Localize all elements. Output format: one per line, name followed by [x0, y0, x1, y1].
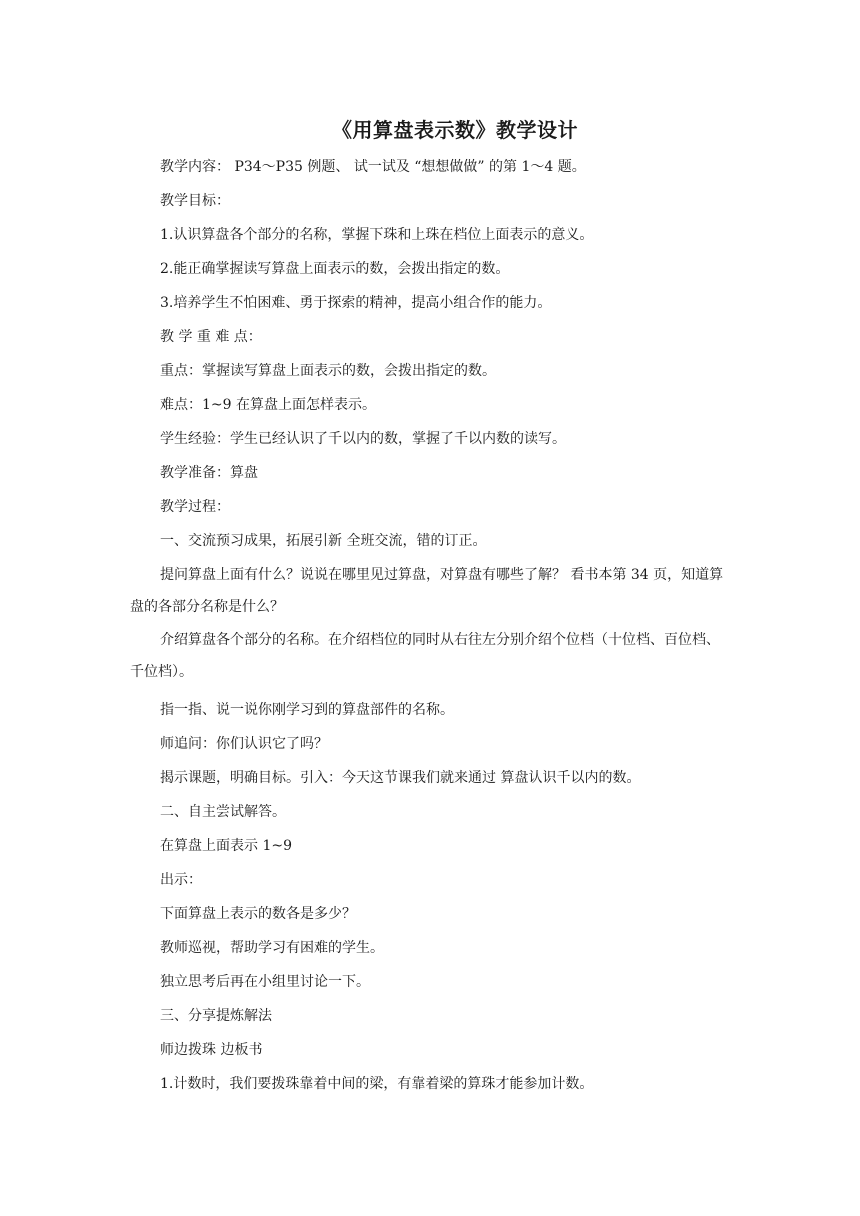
- teacher-patrol: 教师巡视，帮助学习有困难的学生。: [160, 940, 384, 956]
- teaching-content: 教学内容： P34～P35 例题、 试一试及 “想想做做” 的第 1～4 题。: [160, 159, 586, 175]
- teaching-preparation: 教学准备：算盘: [160, 465, 258, 481]
- reveal-topic: 揭示课题，明确目标。引入：今天这节课我们就来通过 算盘认识千以内的数。: [160, 770, 641, 786]
- section-1-heading: 一、交流预习成果，拓展引新 全班交流，错的订正。: [160, 533, 487, 549]
- counting-rule: 1.计数时，我们要拨珠靠着中间的梁，有靠着梁的算珠才能参加计数。: [160, 1076, 594, 1092]
- represent-1-9: 在算盘上面表示 1~9: [160, 838, 292, 854]
- show-label: 出示：: [160, 872, 202, 888]
- teacher-followup: 师追问：你们认识它了吗？: [160, 736, 328, 752]
- introduce-parts-paragraph: 介绍算盘各个部分的名称。在介绍档位的同时从右往左分别介绍个位档（十位档、百位档、千位档）。: [130, 632, 720, 680]
- teaching-process-heading: 教学过程：: [160, 499, 230, 515]
- point-and-say: 指一指、说一说你刚学习到的算盘部件的名称。: [160, 702, 454, 718]
- goal-item-3: 3.培养学生不怕困难、勇于探索的精神，提高小组合作的能力。: [160, 295, 552, 311]
- student-experience: 学生经验：学生已经认识了千以内的数，掌握了千以内数的读写。: [160, 431, 566, 447]
- difficult-point: 难点：1~9 在算盘上面怎样表示。: [160, 397, 376, 413]
- question-paragraph: 提问算盘上面有什么？说说在哪里见过算盘，对算盘有哪些了解？ 看书本第 34 页，知道算盘的各部分名称是什么？: [130, 567, 724, 615]
- goal-item-2: 2.能正确掌握读写算盘上面表示的数，会拨出指定的数。: [160, 261, 510, 277]
- section-2-heading: 二、自主尝试解答。: [160, 804, 286, 820]
- abacus-question: 下面算盘上表示的数各是多少？: [160, 906, 356, 922]
- document-title: 《用算盘表示数》教学设计: [332, 118, 578, 142]
- teacher-demonstration: 师边拨珠 边板书: [160, 1042, 263, 1058]
- key-point: 重点：掌握读写算盘上面表示的数，会拨出指定的数。: [160, 363, 496, 379]
- section-3-heading: 三、分享提炼解法: [160, 1008, 272, 1024]
- goal-item-1: 1.认识算盘各个部分的名称，掌握下珠和上珠在档位上面表示的意义。: [160, 227, 594, 243]
- teaching-goals-heading: 教学目标：: [160, 193, 230, 209]
- group-discussion: 独立思考后再在小组里讨论一下。: [160, 974, 370, 990]
- key-difficult-points-heading: 教 学 重 难 点：: [160, 329, 262, 345]
